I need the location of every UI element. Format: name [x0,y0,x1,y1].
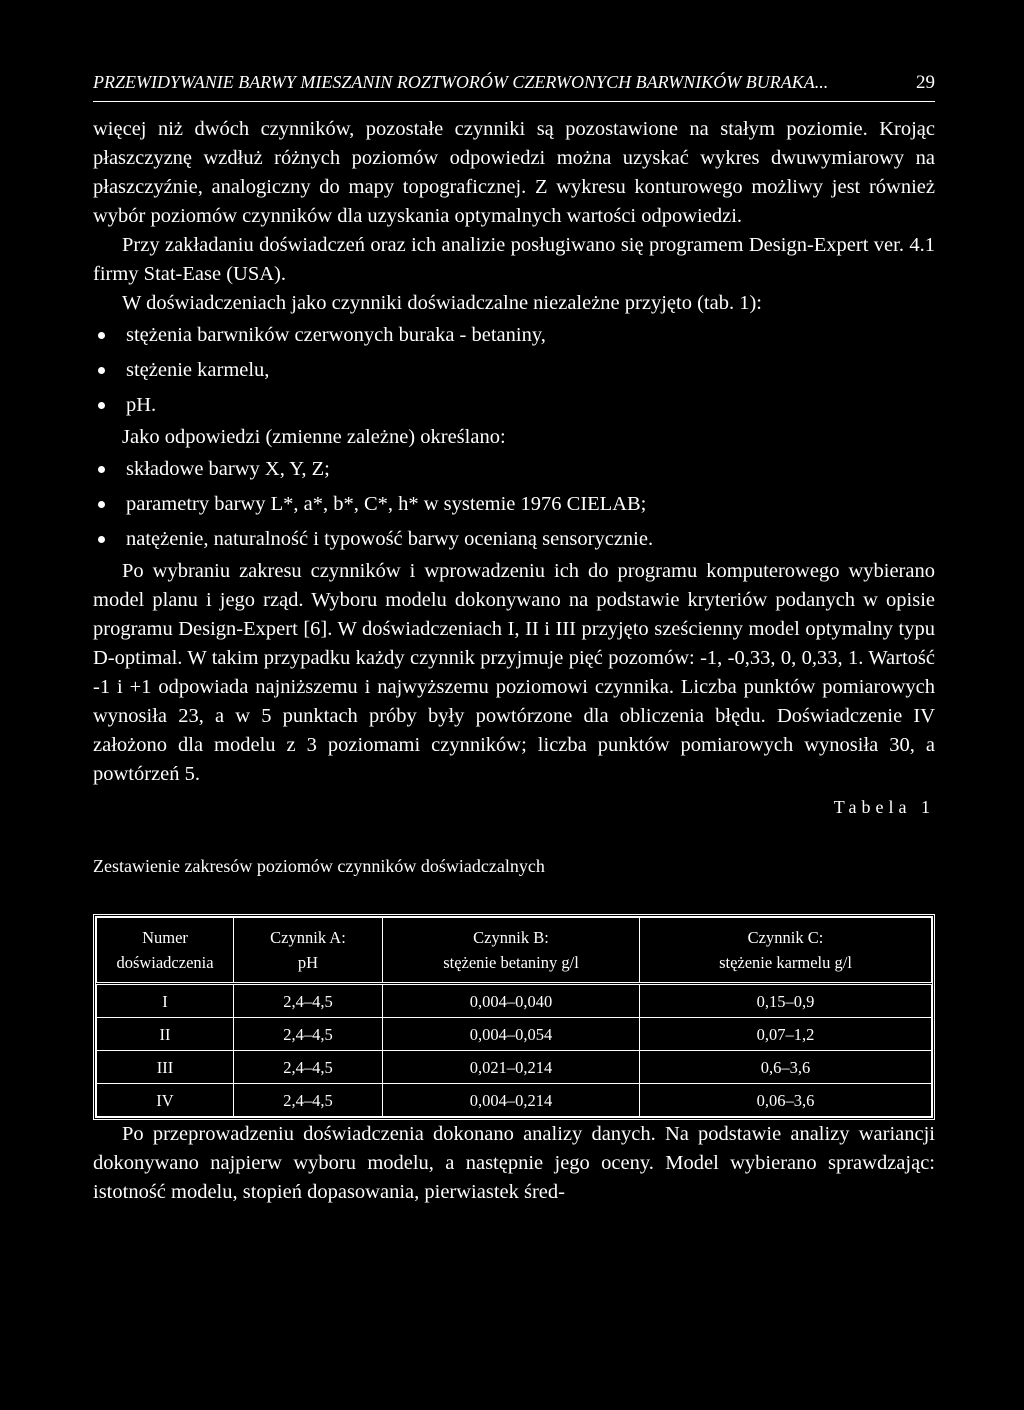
table-cell: 2,4–4,5 [234,1018,383,1051]
header-line: doświadczenia [116,953,214,972]
table-title: Zestawienie zakresów poziomów czynników doświadczalnych [93,856,545,876]
body-text [93,115,935,1207]
list-item: stężenie karmelu, [93,353,935,388]
header-line: pH [297,953,319,972]
table-label: Tabela 1 [833,797,935,817]
paragraph-data-analysis: Po przeprowadzeniu doświadczenia dokonano analizy danych. Na podstawie analizy wariancji dokonywano najpierw wyboru modelu, a następnie jego oceny. Model wybierano sprawdzając: istotność modelu, stopień dopasowania, pierwiastek śred- [93,1123,935,1203]
table-cell: 0,06–3,6 [640,1084,932,1117]
header-line: Czynnik A: [270,928,346,947]
paragraph-design-expert: Przy zakładaniu doświadczeń oraz ich analizie posługiwano się programem Design-Expert ver. 4.1 firmy Stat-Ease (USA). [93,234,935,285]
list-item: pH. [93,388,935,423]
table-cell: I [97,984,234,1018]
list-item: parametry barwy L*, a*, b*, C*, h* w systemie 1976 CIELAB; [93,487,935,522]
table-cell: 0,021–0,214 [383,1051,640,1084]
table-cell: 0,004–0,054 [383,1018,640,1051]
column-header-experiment [97,918,234,984]
list-item: stężenia barwników czerwonych buraka - betaniny, [93,318,935,353]
paragraph-contour-plot: więcej niż dwóch czynników, pozostałe czynniki są pozostawione na stałym poziomie. Krojąc płaszczyznę wzdłuż różnych poziomów odpowiedzi można uzyskać wykres dwuwymiarowy na płaszczyźnie, analogiczny do mapy topograficznej. Z wykresu konturowego możliwy jest również wybór poziomów czynników dla uzyskania optymalnych wartości odpowiedzi. [93,118,935,227]
page-number: 29 [916,72,935,93]
header-line: Czynnik C: [747,928,824,947]
list-item: natężenie, naturalność i typowość barwy ocenianą sensorycznie. [93,522,935,557]
table-row [97,1051,932,1084]
list-item: składowe barwy X, Y, Z; [93,452,935,487]
column-header-factor-a [234,918,383,984]
header-line: Czynnik B: [473,928,549,947]
table-row [97,984,932,1018]
header-line: stężenie betaniny g/l [443,953,579,972]
table-cell: 0,004–0,214 [383,1084,640,1117]
running-header [93,72,935,102]
header-line: stężenie karmelu g/l [719,953,852,972]
table-cell: 0,004–0,040 [383,984,640,1018]
table-cell: 0,6–3,6 [640,1051,932,1084]
paragraph-factors-intro: W doświadczeniach jako czynniki doświadczalne niezależne przyjęto (tab. 1): [122,292,762,314]
table-cell: 2,4–4,5 [234,984,383,1018]
table-cell: II [97,1018,234,1051]
table-row [97,1018,932,1051]
table-cell: IV [97,1084,234,1117]
table-cell: 2,4–4,5 [234,1084,383,1117]
table-header-row [97,918,932,984]
table-cell: 2,4–4,5 [234,1051,383,1084]
running-header-title: PRZEWIDYWANIE BARWY MIESZANIN ROZTWORÓW CZERWONYCH BARWNIKÓW BURAKA... [93,72,829,92]
factors-list [93,318,935,423]
factor-ranges-table [96,917,932,1117]
paragraph-responses-intro: Jako odpowiedzi (zmienne zależne) określano: [122,426,506,448]
responses-list [93,452,935,557]
table-cell: III [97,1051,234,1084]
paragraph-model-design: Po wybraniu zakresu czynników i wprowadzeniu ich do programu komputerowego wybierano model planu i jego rząd. Wyboru modelu dokonywano na podstawie kryteriów podanych w opisie programu Design-Expert [6]. W doświadczeniach I, II i III przyjęto sześcienny model optymalny typu D-optimal. W takim przypadku każdy czynnik przyjmuje pięć pozomów: -1, -0,33, 0, 0,33, 1. Wartość -1 i +1 odpowiada najniższemu i najwyższemu poziomowi czynnika. Liczba punktów pomiarowych wynosiła 23, a w 5 punktach próby były powtórzone dla obliczenia błędu. Doświadczenie IV założono dla modelu z 3 poziomami czynników; liczba punktów pomiarowych wynosiła 30, a powtórzeń 5. [93,560,935,785]
factor-ranges-table-frame [93,914,935,1120]
column-header-factor-b [383,918,640,984]
column-header-factor-c [640,918,932,984]
document-page [93,72,935,1207]
header-line: Numer [142,928,188,947]
table-cell: 0,15–0,9 [640,984,932,1018]
table-cell: 0,07–1,2 [640,1018,932,1051]
table-row [97,1084,932,1117]
